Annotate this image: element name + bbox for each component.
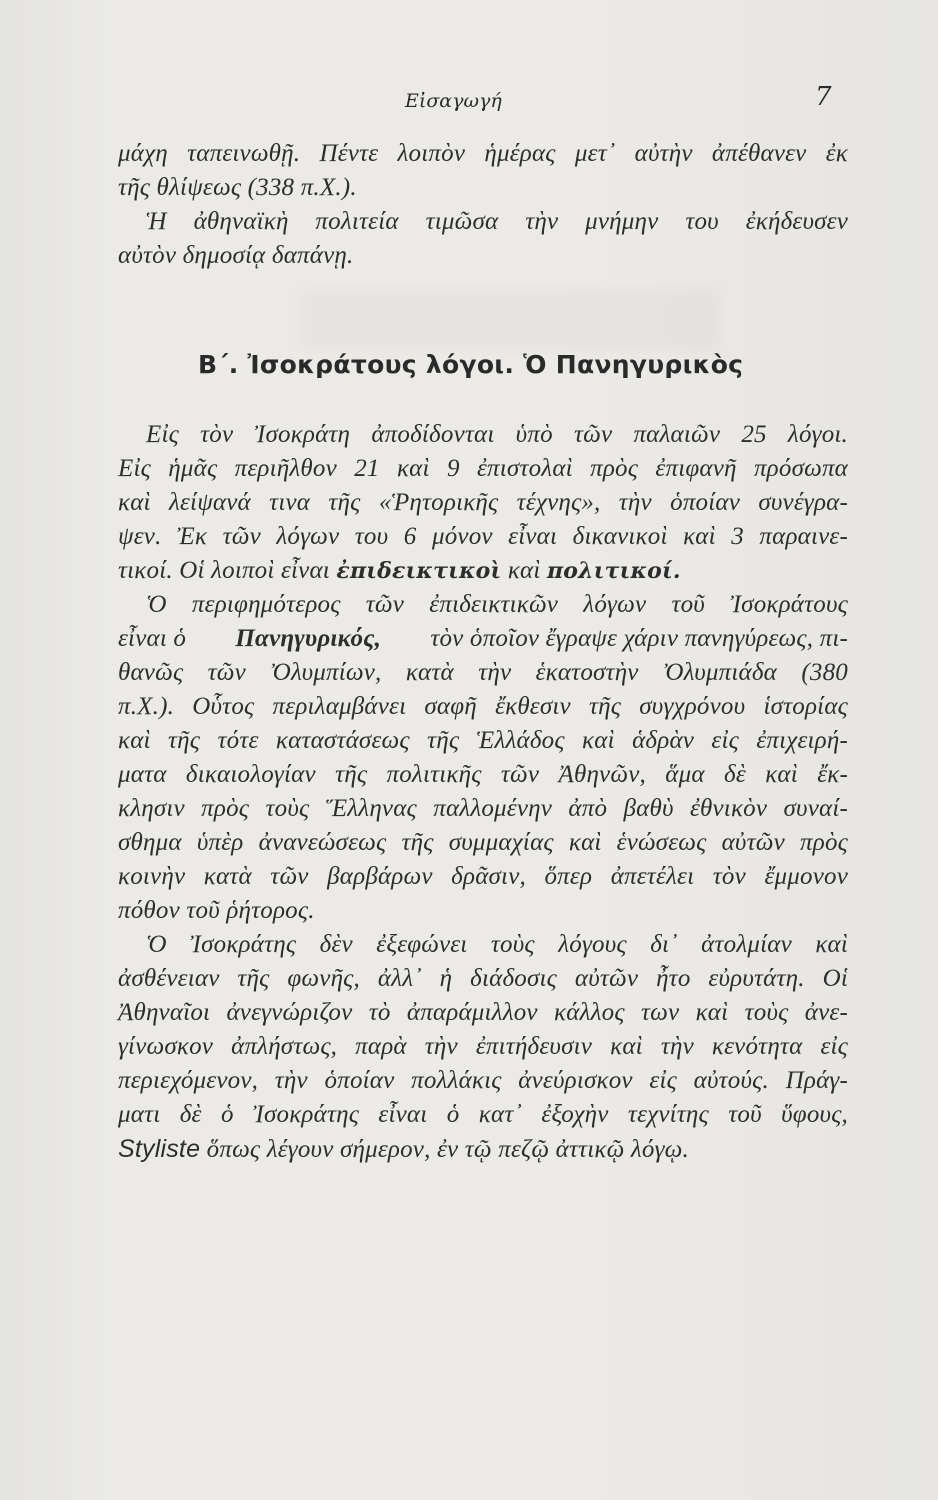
text-line: σθημα ὑπὲρ ἀνανεώσεως τῆς συμμαχίας καὶ ἑνώσεως αὐτῶν πρὸς — [118, 829, 848, 856]
page-number: 7 — [815, 82, 832, 112]
text-line: Ὁ Ἰσοκράτης δὲν ἐξεφώνει τοὺς λόγους δι᾽ ἀτολμίαν καὶ — [146, 931, 848, 958]
text-line: Ἀθηναῖοι ἀνεγνώριζον τὸ ἀπαράμιλλον κάλλος των καὶ τοὺς ἀνε- — [118, 999, 848, 1026]
emphasis-term: Πανηγυρικός, — [235, 625, 382, 652]
text-line: ἀσθένειαν τῆς φωνῆς, ἀλλ᾽ ἡ διάδοσις αὐτῶν ἦτο εὐρυτάτη. Οἱ — [118, 965, 848, 992]
paragraph-2 — [118, 588, 848, 928]
running-title: Εἰσαγωγή — [405, 90, 502, 112]
text-line — [118, 622, 848, 656]
text-span: τικοί. Οἱ λοιποὶ εἶναι — [118, 557, 330, 584]
text-line: καὶ τῆς τότε καταστάσεως τῆς Ἑλλάδος καὶ ἁδρὰν εἰς ἐπιχειρή- — [118, 727, 848, 754]
text-line: ψεν. Ἐκ τῶν λόγων του 6 μόνον εἶναι δικανικοὶ καὶ 3 παραινε- — [118, 523, 848, 550]
text-line — [118, 554, 848, 588]
show-through-shadow — [300, 290, 720, 350]
text-line: π.Χ.). Οὗτος περιλαμβάνει σαφῆ ἔκθεσιν τῆς συγχρόνου ἱστορίας — [118, 693, 848, 720]
text-line — [118, 1132, 848, 1166]
text-line: Ὁ περιφημότερος τῶν ἐπιδεικτικῶν λόγων τοῦ Ἰσοκράτους — [146, 591, 848, 618]
text-span: καὶ — [507, 557, 541, 584]
text-line: κλησιν πρὸς τοὺς Ἕλληνας παλλομένην ἀπὸ βαθὺ ἐθνικὸν συναί- — [118, 795, 848, 822]
running-head — [0, 80, 938, 120]
text-line: κοινὴν κατὰ τῶν βαρβάρων δρᾶσιν, ὅπερ ἀπετέλει τὸν ἔμμονον — [118, 863, 848, 890]
text-line: πόθον τοῦ ῥήτορος. — [118, 897, 315, 924]
paragraph-3 — [118, 928, 848, 1166]
text-line: Ἡ ἀθηναϊκὴ πολιτεία τιμῶσα τὴν μνήμην του ἐκήδευσεν — [146, 208, 848, 235]
text-line: ματι δὲ ὁ Ἰσοκράτης εἶναι ὁ κατ᾽ ἐξοχὴν τεχνίτης τοῦ ὕφους, — [118, 1101, 848, 1128]
text-span: ὅπως λέγουν σήμερον, ἐν τῷ πεζῷ ἀττικῷ λόγῳ. — [206, 1136, 689, 1163]
text-line: Εἰς ἡμᾶς περιῆλθον 21 καὶ 9 ἐπιστολαὶ πρὸς ἐπιφανῆ πρόσωπα — [118, 455, 848, 482]
text-line: τῆς θλίψεως (338 π.Χ.). — [118, 174, 357, 201]
text-line: μάχη ταπεινωθῇ. Πέντε λοιπὸν ἡμέρας μετ᾽ αὐτὴν ἀπέθανεν ἐκ — [118, 140, 848, 167]
paragraph-1 — [118, 418, 848, 588]
text-line: αὐτὸν δημοσίᾳ δαπάνῃ. — [118, 242, 354, 269]
emphasis-term: ἐπιδεικτικοὶ — [336, 558, 502, 584]
text-line: καὶ λείψανά τινα τῆς «Ῥητορικῆς τέχνης», τὴν ὁποίαν συνέγρα- — [118, 489, 848, 516]
text-line: Εἰς τὸν Ἰσοκράτη ἀποδίδονται ὑπὸ τῶν παλαιῶν 25 λόγοι. — [146, 421, 848, 448]
text-span: εἶναι ὁ — [118, 625, 187, 652]
emphasis-term: πολιτικοί. — [546, 558, 681, 584]
latin-term: Styliste — [118, 1135, 201, 1163]
text-line: περιεχόμενον, τὴν ὁποίαν πολλάκις ἀνεύρισκον εἰς αὐτούς. Πράγ- — [118, 1067, 848, 1094]
text-line: θανῶς τῶν Ὀλυμπίων, κατὰ τὴν ἑκατοστὴν Ὀλυμπιάδα (380 — [118, 659, 848, 686]
text-line: γίνωσκον ἀπλήστως, παρὰ τὴν ἐπιτήδευσιν καὶ τὴν κενότητα εἰς — [118, 1033, 848, 1060]
text-line: ματα δικαιολογίαν τῆς πολιτικῆς τῶν Ἀθηνῶν, ἅμα δὲ καὶ ἔκ- — [118, 761, 848, 788]
top-paragraph — [118, 137, 848, 273]
text-span: τὸν ὁποῖον ἔγραψε χάριν πανηγύρεως, πι- — [430, 625, 848, 652]
section-heading: Β΄. Ἰσοκράτους λόγοι. Ὁ Πανηγυρικὸς — [198, 350, 744, 379]
